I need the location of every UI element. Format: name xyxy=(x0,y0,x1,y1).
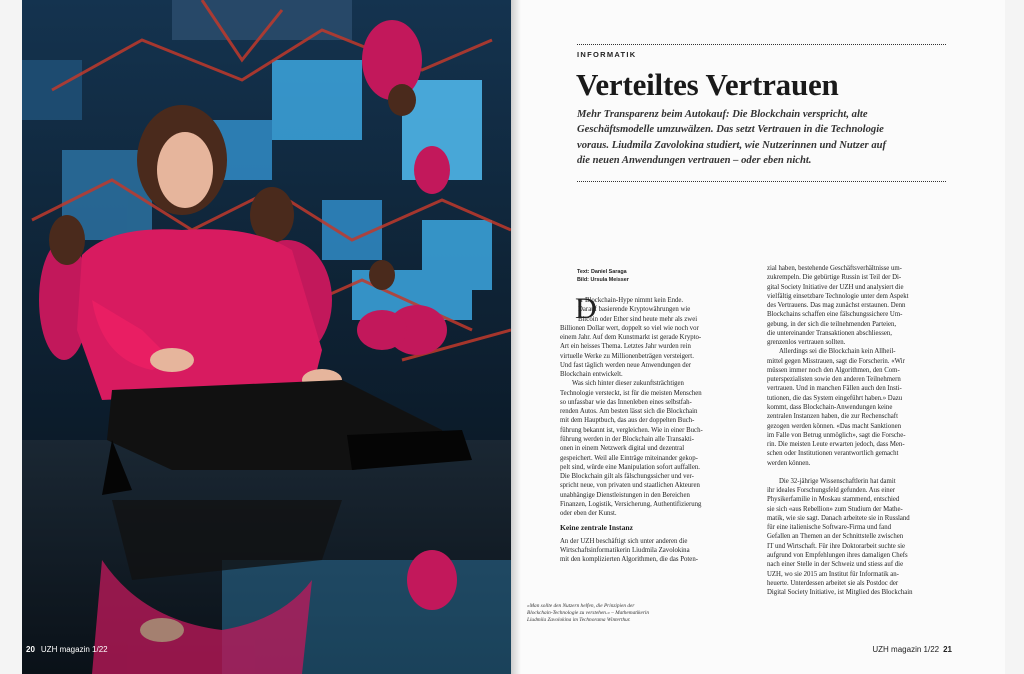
lead-line: Mehr Transparenz beim Autokauf: Die Blockchain verspricht, alte xyxy=(577,109,868,120)
body-line: führung werden in der Blockchain alle Transakti- xyxy=(560,435,695,443)
body-line: zukrempeln. Die gebürtige Russin ist Teil der Di- xyxy=(767,274,902,282)
body-line: virtuelle Werke zu Millionenbeträgen versteigert. xyxy=(560,352,694,360)
article-column-2 xyxy=(767,264,951,597)
top-rule xyxy=(577,44,946,45)
body-line: Bitcoin oder Ether sind heute mehr als zwei xyxy=(578,315,698,323)
body-line: renden Autos. Am besten lässt sich die Blockchain xyxy=(560,408,698,416)
body-line: pelt sind, würde eine Manipulation sofort auffallen. xyxy=(560,463,700,471)
body-line: müssen immer noch den Algorithmen, den Com- xyxy=(767,366,900,374)
article-lead xyxy=(577,107,949,168)
body-line: vertrauen. Und in manchen Fällen auch den Insti- xyxy=(767,385,902,393)
paragraph-gap xyxy=(767,468,951,477)
body-line: gespeichert. Weil alle Einträge miteinander gekop- xyxy=(560,454,698,462)
body-line: Die 32-jährige Wissenschaftlerin hat damit xyxy=(779,477,896,485)
body-line: puterspezialisten sowie den anderen Teilnehmern xyxy=(767,376,901,384)
article-column-1 xyxy=(560,292,762,564)
body-line: Digital Society Initiative, ist Mitglied des Blockchain xyxy=(767,589,913,597)
cover-photo xyxy=(22,0,511,674)
body-line: im Falle von Betrug unmöglich», sagt die Forsche- xyxy=(767,431,906,439)
body-line: sie sich «aus Rebellion» zum Studium der Mathe- xyxy=(767,505,903,513)
body-line: kommt, dass Blockchain-Anwendungen keine xyxy=(767,403,893,411)
body-line: Billionen Dollar wert, doppelt so viel wie noch vor xyxy=(560,324,699,332)
body-line: für eine italienische Software-Firma und fand xyxy=(767,524,891,532)
lead-line: Geschäftsmodelle umzuwälzen. Das setzt Vertrauen in die Technologie xyxy=(577,124,884,136)
section-label: INFORMATIK xyxy=(577,50,637,59)
body-line: oder eben der Kunst. xyxy=(560,510,617,518)
page-gutter xyxy=(511,0,521,674)
drop-cap: D xyxy=(575,292,597,325)
body-line: Technologie versteckt, ist für die meisten Menschen xyxy=(560,389,702,397)
article-headline: Verteiltes Vertrauen xyxy=(576,67,839,102)
left-magazine-label: UZH magazin 1/22 xyxy=(40,644,108,654)
body-line: Wirtschaftsinformatikerin Liudmila Zavolokina xyxy=(560,546,690,554)
body-line: rin. Die meisten Leute erwarten jedoch, dass Men- xyxy=(767,441,905,449)
caption-line: Liudmila Zavolokina im Technorama Winterthur. xyxy=(527,617,631,624)
right-magazine-label: UZH magazin 1/22 xyxy=(872,644,940,654)
body-line: grenzenlos vertrauen sollten. xyxy=(767,339,846,347)
body-line: zentralen Instanzen haben, die zur Rechenschaft xyxy=(767,413,898,421)
left-page-number: 20 xyxy=(26,644,35,654)
mirror-room-photo xyxy=(22,0,511,674)
body-line: Art ein heisses Thema. Letztes Jahr wurden rein xyxy=(560,343,691,351)
lead-rule xyxy=(577,181,946,182)
body-line: Physikerfamilie in Moskau stammend, entschied xyxy=(767,496,900,504)
left-page-folio xyxy=(22,641,108,657)
body-line: gital Society Initiative der UZH und analysiert die xyxy=(767,283,904,291)
body-line: die untereinander Transaktionen abschliessen, xyxy=(767,329,892,337)
body-line: Gefallen an Themen an der Schnittstelle zwischen xyxy=(767,533,904,541)
body-line: des Vertrauens. Das mag zunächst erstaunen. Denn xyxy=(767,302,906,310)
body-line: Blockchain entwickelt. xyxy=(560,371,623,379)
photo-caption xyxy=(527,603,649,624)
body-line: Und fast täglich werden neue Anwendungen der xyxy=(560,361,691,369)
body-line: Allerdings sei die Blockchain kein Allheil- xyxy=(779,348,896,356)
body-line: ihr ideales Forschungsfeld gefunden. Aus einer xyxy=(767,487,895,495)
article-subhead: Keine zentrale Instanz xyxy=(560,523,633,533)
right-page-folio xyxy=(872,641,952,657)
body-line: Die Blockchain gilt als fälschungssicher und ver- xyxy=(560,473,694,481)
body-line: Darauf basierende Kryptowährungen wie xyxy=(578,306,691,314)
body-line: vielfältig einsetzbare Technologie unter dem Aspekt xyxy=(767,292,909,300)
body-line: aufgrund von Empfehlungen ihres damaligen Chefs xyxy=(767,551,908,559)
body-line: Finanzen, Logistik, Versicherung, Authentifizierung xyxy=(560,500,702,508)
lead-line: die neuen Anwendungen vertrauen – oder eben nicht. xyxy=(577,154,812,166)
photo-credit: Bild: Ursula Meisser xyxy=(577,277,629,283)
body-line: so unfassbar wie das Innenleben eines selbstfah- xyxy=(560,398,692,406)
body-line: einem Jahr. Auf dem Kunstmarkt ist gerade Krypto- xyxy=(560,334,702,342)
body-line: tutionen, die das System eingeführt haben.» Dazu xyxy=(767,394,903,402)
author-credit: Text: Daniel Saraga xyxy=(577,269,627,275)
caption-line: Blockchain-Technologie zu verstehen.» – Mathematikerin xyxy=(527,610,650,617)
body-line: führung bekannt ist, vergleichen. Wie in einer Buch- xyxy=(560,426,703,434)
body-line: zial haben, bestehende Geschäftsverhältnisse um- xyxy=(767,265,902,272)
lead-line: voraus. Liudmila Zavolokina studiert, wie Nutzerinnen und Nutzer auf xyxy=(577,139,887,151)
body-line: schen oder Institutionen verantwortlich gemacht xyxy=(767,450,899,458)
article-credits xyxy=(577,268,629,284)
body-line: UZH, wo sie 2015 am Institut für Informatik an- xyxy=(767,570,899,578)
body-line: mittel gegen Misstrauen, sagt die Forscherin. «Wir xyxy=(767,357,905,365)
body-line: heuerte. Unterdessen arbeitet sie als Postdoc der xyxy=(767,579,899,587)
body-line: mit dem Hauptbuch, das aus der doppelten Buch- xyxy=(560,417,695,425)
body-line: IT und Wirtschaft. Für ihre Doktorarbeit suchte sie xyxy=(767,542,906,550)
body-line: unabhängige Dienstleistungen in den Bereichen xyxy=(560,491,690,499)
body-line: werden können. xyxy=(767,459,811,467)
body-line: gezogen werden können. «Das macht Sanktionen xyxy=(767,422,902,430)
body-line: matik, wie sie sagt. Danach arbeitete sie in Russland xyxy=(767,514,910,522)
body-line: mit den komplizierten Algorithmen, die das Poten- xyxy=(560,556,698,564)
body-line: gebung, in der sich die teilnehmenden Parteien, xyxy=(767,320,897,328)
caption-line: «Man sollte den Nutzern helfen, die Prinzipien der xyxy=(527,603,635,609)
body-line: An der UZH beschäftigt sich unter anderen die xyxy=(560,537,688,545)
body-line: spricht neue, von privaten und staatlichen Akteuren xyxy=(560,482,700,490)
body-line: Blockchains schaffen eine fälschungssichere Um- xyxy=(767,311,903,319)
right-page-number: 21 xyxy=(943,644,952,654)
body-line: er Blockchain-Hype nimmt kein Ende. xyxy=(578,297,684,304)
body-line: Was sich hinter dieser zukunftsträchtigen xyxy=(572,380,684,388)
body-line: nach einer Stelle in der Schweiz und stiess auf die xyxy=(767,561,904,569)
body-line: onen in einem Netzwerk digital und dezentral xyxy=(560,445,685,453)
